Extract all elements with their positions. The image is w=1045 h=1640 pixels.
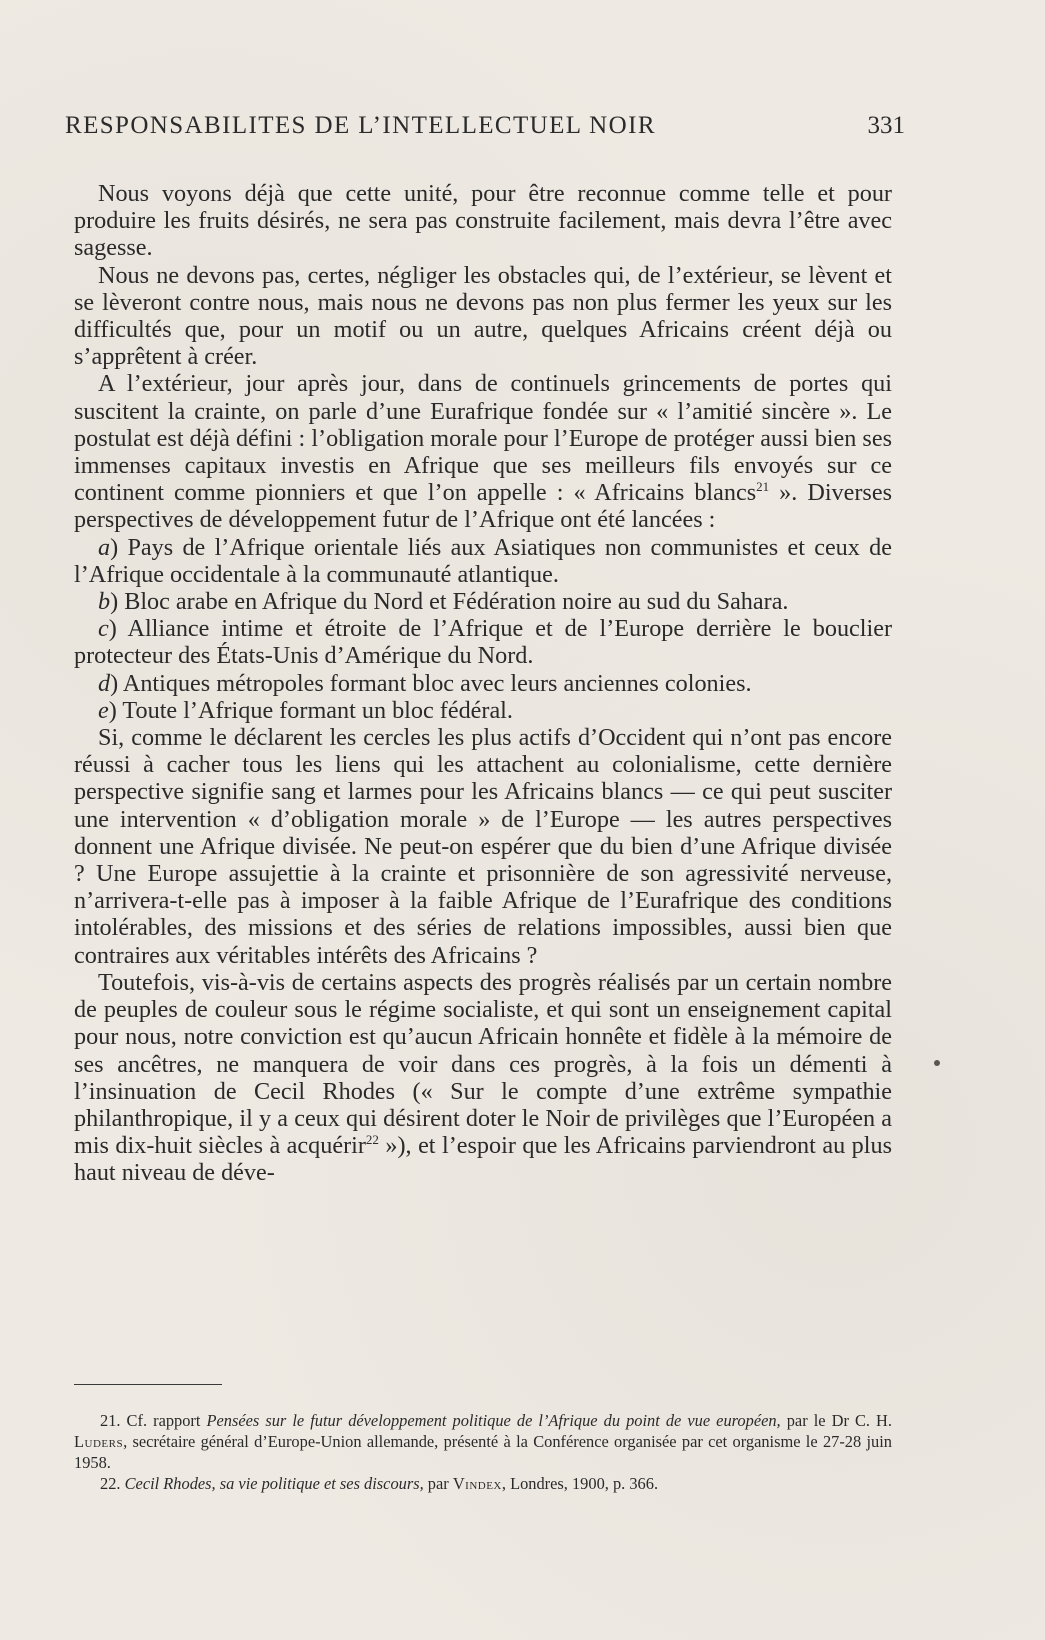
paper-speck [934,1060,940,1066]
footnote-text: , Londres, 1900, p. 366. [501,1474,659,1493]
footnote-ref-21[interactable]: 21 [756,479,770,495]
paragraph-si [74,724,892,969]
list-item-letter: e [98,696,109,724]
list-item: a) Pays de l’Afrique orientale liés aux Asiatiques non communistes et ceux de l’Afrique occidentale à la communauté atlantique. [74,533,892,588]
list-item-letter: c [98,615,109,643]
list-item-text: Antiques métropoles formant bloc avec leurs anciennes colonies. [118,669,752,697]
footnote-ref-22[interactable]: 22 [365,1132,379,1148]
paragraph-obstacles [74,262,892,371]
list-item-text: Pays de l’Afrique orientale liés aux Asiatiques non communistes et ceux de l’Afrique occidentale à la communauté atlantique. [74,533,892,588]
footnote-text: par le Dr C. H. [780,1411,892,1430]
footnote-title: Pensées sur le futur développement politique de l’Afrique du point de vue européen, [206,1411,781,1430]
paragraph-exterieur [74,370,892,533]
paragraph-unite [74,180,892,262]
footnote-title: Cecil Rhodes, sa vie politique et ses discours, [124,1474,424,1493]
list-item: c) Alliance intime et étroite de l’Afrique et de l’Europe derrière le bouclier protecteur des États-Unis d’Amérique du Nord. [74,615,892,670]
footnote-text: , secrétaire général d’Europe-Union allemande, présenté à la Conférence organisée par cet organisme le 27-28 juin 1958. [74,1432,892,1472]
list-item-letter: a [98,533,111,561]
list-item-text: Alliance intime et étroite de l’Afrique et de l’Europe derrière le bouclier protecteur des États-Unis d’Amérique du Nord. [74,615,892,670]
list-item: d) Antiques métropoles formant bloc avec leurs anciennes colonies. [98,669,752,697]
paragraph-text: Nous voyons déjà que cette unité, pour être reconnue comme telle et pour produire les fruits désirés, ne sera pas construite facilement, mais devra l’être avec sagesse. [74,180,892,262]
footnote-author: Luders [74,1432,124,1451]
paragraph-text: ». Diverses perspectives de développement futur de l’Afrique ont été lancées : [74,479,892,534]
footnote-text: par [423,1474,453,1493]
list-item-text: Bloc arabe en Afrique du Nord et Fédération noire au sud du Sahara. [118,588,789,616]
running-header [65,112,905,146]
page-number: 331 [867,112,905,139]
footnote-21 [74,1410,892,1473]
list-item: e) Toute l’Afrique formant un bloc fédéral. [98,696,513,724]
footnote-number: 21. [100,1411,121,1430]
list-item-letter: d [98,669,111,697]
footnotes [74,1410,892,1494]
paragraph-text: A l’extérieur, jour après jour, dans de continuels grincements de portes qui suscitent la crainte, on parle d’une Eurafrique fondée sur « l’amitié sincère ». Le postulat est déjà défini : l’obligation morale pour l’Europe de protéger aussi bien ses immenses capitaux investis en Afrique que ses meilleurs fils envoyés sur ce continent comme pionniers et que l’on appelle : « Africains blancs [74,370,892,507]
list-item-letter: b [98,588,111,616]
paragraph-toutefois [74,969,892,1187]
footnote-number: 22. [100,1474,121,1493]
list-item-text: Toute l’Afrique formant un bloc fédéral. [116,696,513,724]
paragraph-text: Si, comme le déclarent les cercles les plus actifs d’Occident qui n’ont pas encore réussi à cacher tous les liens qui les attachent au colonialisme, cette dernière perspective signifie sang et larmes pour les Africains blancs — ce qui peut susciter une intervention « d’obligation morale » de l’Europe — les autres perspectives donnent une Afrique divisée. Ne peut-on espérer que du bien d’une Afrique divisée ? Une Europe assujettie à la crainte et prisonnière de son agressivité nerveuse, n’arrivera-t-elle pas à imposer à la faible Afrique de l’Eurafrique des conditions intolérables, des missions et des séries de relations impossibles, aussi bien que contraires aux véritables intérêts des Africains ? [74,724,892,969]
footnote-author: Vindex [452,1474,502,1493]
paragraph-text: Toutefois, vis-à-vis de certains aspects des progrès réalisés par un certain nombre de peuples de couleur sous le régime socialiste, et qui sont un enseignement capital pour nous, notre conviction est qu’aucun Africain honnête et fidèle à la mémoire de ses ancêtres, ne manquera de voir dans ces progrès, à la fois un démenti à l’insinuation de Cecil Rhodes (« Sur le compte d’une extrême sympathie philanthropique, il y a ceux qui désirent doter le Noir de privilèges que l’Européen a mis dix-huit siècles à acquérir [74,968,892,1160]
paragraph-text: »), et l’espoir que les Africains parviendront au plus haut niveau de déve- [74,1132,892,1187]
body-text [74,180,892,1187]
list-item: b) Bloc arabe en Afrique du Nord et Fédération noire au sud du Sahara. [98,588,789,616]
running-title: RESPONSABILITES DE L’INTELLECTUEL NOIR [65,112,656,139]
footnote-text: Cf. rapport [120,1411,207,1430]
footnote-22 [74,1473,892,1494]
paragraph-text: Nous ne devons pas, certes, négliger les obstacles qui, de l’extérieur, se lèvent et se lèveront contre nous, mais nous ne devons pas non plus fermer les yeux sur les difficultés que, pour un motif ou un autre, quelques Africains créent déjà ou s’apprêtent à créer. [74,261,892,371]
footnote-divider [74,1384,222,1385]
